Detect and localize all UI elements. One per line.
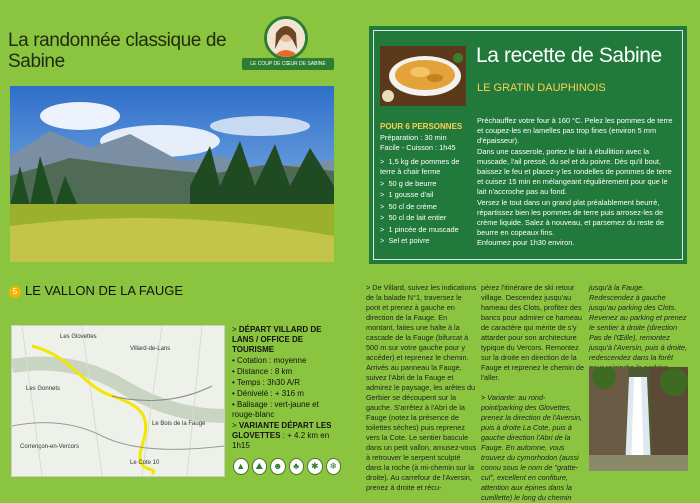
page-title: La randonnée classique de Sabine — [8, 30, 227, 72]
map-label: Les Glovettes — [60, 334, 97, 340]
time: • Temps : 3h30 A/R — [232, 378, 301, 387]
article-text: jusqu'à la Fauge. Redescendez à gauche jusqu'au parking des Clots. Revenez au parking et prenez le sentier à droite (direction Pas de l'Œille), remontez jusqu'à l'Aversin, puis à droite, redescendez dans la forêt — [589, 283, 687, 362]
difficulty: Facile - Cuisson : 1h45 — [380, 143, 456, 152]
coup-de-coeur-badge — [242, 16, 334, 72]
recipe-subtitle: LE GRATIN DAUPHINOIS — [477, 82, 606, 94]
snow-icon: ❄ — [326, 458, 342, 475]
section-title: LE VALLON DE LA FAUGE — [25, 283, 183, 298]
mountain-icon: ⛰ — [252, 458, 268, 475]
family-icon: ♣ — [289, 458, 305, 475]
hiker-icon: ☻ — [270, 458, 286, 475]
sabine-portrait — [264, 16, 308, 60]
recipe-times — [380, 133, 462, 153]
article-column-2: pérez l'itinéraire de ski retour village. Descendez jusqu'au hameau des Clots, profitez des bancs pour admirer ce hameau de caractère qui mérite de s'y attarder pour son architecture typique du Vercors. Remontez sur la droite en direction de la Fauge et reprenez le chemin de l'aller. > Variante: au rond-point/parking des Glovettes, prenez la direction de l'Aversin, puis à droite La Cote, puis à gauche direction l'Abri de la Fauge. En automne, vous trouvez du cymorhodon (aussi connu sous le nom de "gratte-cul", excellent en confiture, attention aux épines dans la cueillette) le long du chemin — [481, 283, 585, 502]
article-text: pérez l'itinéraire de ski retour village. Descendez jusqu'au hameau des Clots, profitez des bancs pour admirer ce hameau de caractère qui mérite de s'y attarder pour son architecture typique du Vercors. Remontez sur la droite en direction de la Fauge et reprenez le chemin de l'aller. — [481, 283, 585, 382]
ingredient-item: > 50 g de beurre — [380, 178, 437, 188]
article-column-3 — [589, 283, 688, 373]
ingredient-item: > 50 cl de lait entier — [380, 213, 447, 223]
elevation: • Dénivelé : + 316 m — [232, 389, 304, 398]
ingredient-item: > Sel et poivre — [380, 236, 430, 246]
activity-icons — [233, 458, 341, 478]
ingredient-item: > 1,5 kg de pommes de terre à chair ferme — [380, 157, 460, 177]
ingredient-item: > 1 pincée de muscade — [380, 224, 459, 234]
landscape-photo — [10, 86, 334, 262]
map-label: Corrençon-en-Vercors — [20, 444, 80, 450]
ingredient-item: > 50 cl de crème — [380, 201, 437, 211]
waterfall-photo — [589, 367, 688, 471]
article-column-1: > De Villard, suivez les indications de la balade N°1, traversez le pont et prenez à gauche en direction de la Fauge. En montant, faites une halte à la cascade de la Fauge (bifurcat à 500 m sur votre gauche pour y accéder) et reprenez le chemin. Arrivés au panneau la Fauge, suivez l'Abri de la Fauge et admirez le paysage, les arêtes du Gerbier se découpent sur la gauche. S'arrêtez à l'Abri de la Fauge (notez la présence de toilettes sèches) puis reprenez vers la Cote. Le sentier bascule dans un petit vallon, amusez-vous à retrouver le serpent sculpté dans la roche (à mi-chemin sur la droite). Au carrefour de l'Aversin, prenez à droite et récu- — [366, 283, 477, 492]
ingredient-item: > 1 gousse d'ail — [380, 190, 434, 200]
trail-map — [11, 325, 225, 477]
markings: • Balisage : vert-jaune et rouge-blanc — [232, 400, 319, 419]
map-label: Les Gonnets — [26, 386, 61, 392]
hike-info — [232, 325, 340, 452]
map-label: Le Bois de la Fauge — [152, 421, 206, 427]
badge-ribbon: LE COUP DE CŒUR DE SABINE — [242, 58, 334, 70]
gratin-photo — [380, 46, 466, 106]
ski-icon: ✱ — [307, 458, 323, 475]
variant-text: Variante: au rond-point/parking des Glovettes, prenez la direction de l'Aversin, puis à droite La Cote, puis à gauche direction l'Abri de la Fauge. En automne, vous trouvez du cymorhodon (aussi connu sous le nom de "gratte-cul", excellent en confiture, attention aux épines dans la cueillette) le long du chemin — [481, 393, 583, 502]
recipe-steps: Préchauffez votre four à 160 °C. Pelez les pommes de terre et coupez-les en lamelles pas trop fines (environ 5 mm d'épaisseur). Dans une casserole, portez le lait à ébullition avec la muscade, l'ail pressé, du sel et du poivre. Dès qu'il bout, baissez le feu et placez-y les rondelles de pommes de terre et cuisez 15 min en mélangeant régulièrement pour que le lait n'accroche pas au fond. Versez le tout dans un grand plat préalablement beurré, répartissez bien les pommes de terre puis arrosez-les de crème liquide. Salez à nouveau, et parsemez du reste de beurre en copeaux fins. Enfournez pour 1h30 environ. — [477, 116, 673, 248]
start-label: > DÉPART VILLARD DE LANS / OFFICE DE TOURISME — [232, 325, 322, 354]
article-text: De Villard, suivez les indications de la balade N°1, traversez le pont et prenez à gauche en direction de la Fauge. En montant, faites une halte à la cascade de la Fauge (bifurcat à 500 m sur votre gauche pour y accéder) et reprenez le chemin. Arrivés au panneau la Fauge, suivez l'Abri de la Fauge et admirez le paysage, les arêtes du Gerbier se découpent sur la gauche. S'arrêtez à l'Abri de la Fauge (notez la présence de toilettes sèches) puis reprenez vers la Cote. Le sentier bascule dans un petit vallon, amusez-vous à retrouver le serpent sculpté dans la roche (à mi-chemin sur la droite). Au carrefour de l'Aversin, prenez à droite et récu- — [366, 283, 477, 492]
distance: • Distance : 8 km — [232, 367, 293, 376]
recipe-title: La recette de Sabine — [476, 44, 662, 67]
section-heading — [9, 283, 183, 298]
servings: POUR 6 PERSONNES — [380, 122, 463, 131]
ingredient-list — [380, 157, 462, 248]
quotation: • Cotation : moyenne — [232, 356, 307, 365]
section-number: 5 — [9, 286, 21, 298]
map-label: Villard-de-Lans — [130, 346, 171, 352]
map-label: Le Cote 10 — [130, 460, 160, 466]
variant: > VARIANTE DÉPART LES GLOVETTES : + 4.2 km en 1h15 — [232, 421, 332, 450]
forest-icon: ▲ — [233, 458, 249, 475]
prep-time: Préparation : 30 min — [380, 133, 447, 142]
